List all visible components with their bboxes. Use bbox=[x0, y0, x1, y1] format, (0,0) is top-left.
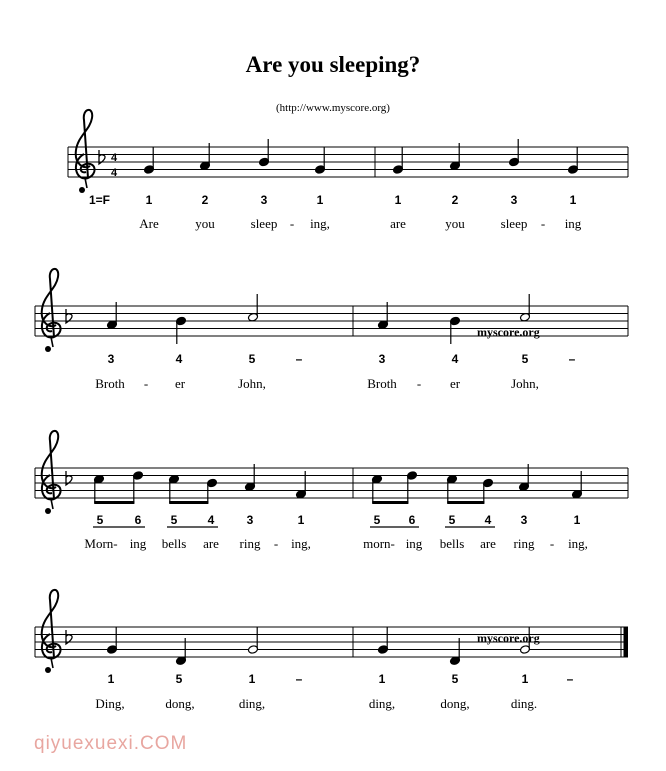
half-note bbox=[520, 294, 531, 322]
jianpu-number: 5 bbox=[521, 352, 529, 366]
jianpu-number: 5 bbox=[448, 513, 456, 527]
lyric-syllable: you bbox=[195, 216, 215, 231]
jianpu-number: 4 bbox=[175, 352, 183, 366]
lyric-syllable: are bbox=[390, 216, 406, 231]
lyric-syllable: ring bbox=[239, 536, 261, 551]
lyric-syllable: ding, bbox=[368, 696, 396, 711]
jianpu-number: 5 bbox=[248, 352, 256, 366]
eighth-note-group bbox=[169, 474, 218, 504]
lyric-syllable: er bbox=[449, 376, 461, 391]
quarter-note bbox=[107, 627, 118, 654]
jianpu-number: 1 bbox=[316, 193, 324, 207]
lyric-syllable: are bbox=[480, 536, 496, 551]
jianpu-number: 4 bbox=[207, 513, 215, 527]
quarter-note bbox=[509, 139, 520, 167]
quarter-note bbox=[450, 316, 461, 344]
lyrics bbox=[95, 696, 537, 711]
lyric-syllable: Broth bbox=[367, 376, 397, 391]
jianpu-number: 3 bbox=[246, 513, 254, 527]
key-label: 1=F bbox=[89, 193, 111, 207]
lyric-syllable: er bbox=[174, 376, 186, 391]
jianpu-number: 2 bbox=[451, 193, 459, 207]
treble-clef-icon bbox=[42, 590, 61, 673]
lyric-syllable: dong, bbox=[440, 696, 470, 711]
lyric-syllable: ing bbox=[405, 536, 423, 551]
jianpu-number: 1 bbox=[248, 672, 256, 686]
svg-text:4: 4 bbox=[111, 167, 118, 179]
jianpu-dash: – bbox=[568, 352, 576, 366]
lyric-syllable: - bbox=[416, 376, 422, 391]
numbered-notation bbox=[108, 672, 574, 686]
lyric-syllable: ing bbox=[129, 536, 147, 551]
notes bbox=[107, 627, 531, 665]
page-subtitle: (http://www.myscore.org) bbox=[276, 102, 390, 114]
jianpu-number: 1 bbox=[107, 672, 115, 686]
site-watermark-footer: qiyuexuexi.COM bbox=[34, 733, 188, 754]
jianpu-number: 3 bbox=[260, 193, 268, 207]
lyric-syllable: John, bbox=[238, 376, 266, 391]
numbered-notation bbox=[108, 352, 576, 366]
quarter-note bbox=[144, 147, 155, 174]
quarter-note bbox=[378, 627, 389, 654]
jianpu-dash: – bbox=[566, 672, 574, 686]
lyrics bbox=[95, 376, 539, 391]
lyric-syllable: Are bbox=[139, 216, 159, 231]
jianpu-number: 1 bbox=[378, 672, 386, 686]
lyrics bbox=[139, 216, 582, 231]
svg-text:4: 4 bbox=[111, 152, 118, 164]
quarter-note bbox=[393, 147, 404, 174]
jianpu-number: 5 bbox=[170, 513, 178, 527]
quarter-note bbox=[176, 316, 187, 344]
lyric-syllable: John, bbox=[511, 376, 539, 391]
jianpu-number: 3 bbox=[520, 513, 528, 527]
final-barline bbox=[624, 627, 629, 657]
lyric-syllable: ing bbox=[564, 216, 582, 231]
jianpu-number: 1 bbox=[145, 193, 153, 207]
jianpu-number: 5 bbox=[451, 672, 459, 686]
jianpu-number: 3 bbox=[378, 352, 386, 366]
jianpu-number: 1 bbox=[521, 672, 529, 686]
page-title: Are you sleeping? bbox=[245, 52, 421, 77]
lyric-syllable: - bbox=[143, 376, 149, 391]
jianpu-number: 6 bbox=[134, 513, 142, 527]
lyric-syllable: you bbox=[445, 216, 465, 231]
jianpu-number: 5 bbox=[373, 513, 381, 527]
half-note bbox=[248, 294, 259, 322]
quarter-note bbox=[259, 139, 270, 167]
eighth-note-group bbox=[447, 474, 494, 504]
lyrics bbox=[84, 536, 588, 551]
watermark: myscore.org bbox=[477, 325, 540, 339]
lyric-syllable: bells bbox=[161, 536, 187, 551]
quarter-note bbox=[568, 147, 579, 174]
lyric-syllable: dong, bbox=[165, 696, 195, 711]
lyric-syllable: Ding, bbox=[95, 696, 125, 711]
lyric-syllable: ding. bbox=[510, 696, 538, 711]
staff-row-3 bbox=[35, 431, 628, 551]
lyric-syllable: ring bbox=[513, 536, 535, 551]
jianpu-number: 5 bbox=[96, 513, 104, 527]
jianpu-number: 3 bbox=[510, 193, 518, 207]
jianpu-number: 6 bbox=[408, 513, 416, 527]
treble-clef-icon bbox=[76, 110, 95, 193]
jianpu-number: 5 bbox=[175, 672, 183, 686]
lyric-syllable: bells bbox=[439, 536, 465, 551]
lyric-syllable: ing, bbox=[310, 216, 330, 231]
jianpu-number: 1 bbox=[394, 193, 402, 207]
jianpu-number: 2 bbox=[201, 193, 209, 207]
notes bbox=[144, 139, 579, 174]
jianpu-number: 3 bbox=[107, 352, 115, 366]
jianpu-number: 4 bbox=[451, 352, 459, 366]
staff-row-2 bbox=[35, 269, 628, 391]
jianpu-number: 1 bbox=[569, 193, 577, 207]
lyric-syllable: morn- bbox=[363, 536, 395, 551]
lyric-syllable: Morn- bbox=[84, 536, 118, 551]
lyric-syllable: - bbox=[289, 216, 295, 231]
lyric-syllable: ding, bbox=[238, 696, 266, 711]
staff-lines bbox=[35, 468, 628, 498]
lyric-syllable: are bbox=[203, 536, 219, 551]
lyric-syllable: ing, bbox=[568, 536, 588, 551]
lyric-syllable: - bbox=[540, 216, 546, 231]
jianpu-number: 1 bbox=[573, 513, 581, 527]
time-signature bbox=[111, 152, 118, 179]
jianpu-number: 4 bbox=[484, 513, 492, 527]
lyric-syllable: Broth bbox=[95, 376, 125, 391]
staff-row-4 bbox=[35, 590, 628, 711]
lyric-syllable: sleep bbox=[250, 216, 278, 231]
jianpu-number: 1 bbox=[297, 513, 305, 527]
treble-clef-icon bbox=[42, 269, 61, 352]
jianpu-dash: – bbox=[295, 352, 303, 366]
lyric-syllable: - bbox=[273, 536, 279, 551]
jianpu-dash: – bbox=[295, 672, 303, 686]
treble-clef-icon bbox=[42, 431, 61, 514]
numbered-notation bbox=[97, 513, 581, 527]
lyric-syllable: sleep bbox=[500, 216, 528, 231]
watermark: myscore.org bbox=[477, 631, 540, 645]
quarter-note bbox=[315, 147, 326, 174]
lyric-syllable: - bbox=[549, 536, 555, 551]
lyric-syllable: ing, bbox=[291, 536, 311, 551]
staff-lines bbox=[68, 147, 628, 177]
staff-row-1 bbox=[68, 110, 628, 231]
numbered-notation bbox=[146, 193, 577, 207]
half-note bbox=[248, 627, 259, 654]
